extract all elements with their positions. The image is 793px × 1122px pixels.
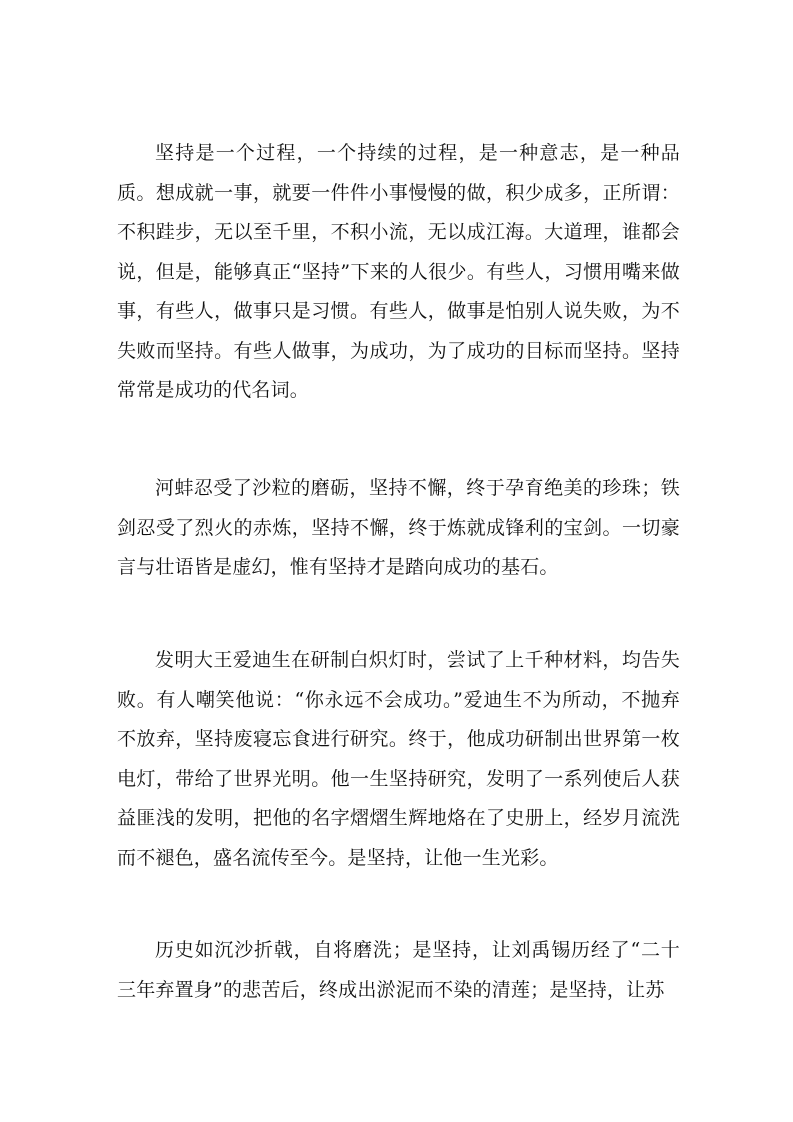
paragraph-4: 历史如沉沙折戟，自将磨洗；是坚持，让刘禹锡历经了“二十三年弃置身”的悲苦后，终成出淤泥而不染的清莲；是坚持，让苏 bbox=[117, 939, 680, 1001]
paragraph-1: 坚持是一个过程，一个持续的过程，是一种意志，是一种品质。想成就一事，就要一件件小事慢慢的做，积少成多，正所谓：不积跬步，无以至千里，不积小流，无以成江海。大道理，谁都会说，但是，能够真正“坚持”下来的人很少。有些人，习惯用嘴来做事，有些人，做事只是习惯。有些人，做事是怕别人说失败，为不失败而坚持。有些人做事，为成功，为了成功的目标而坚持。坚持常常是成功的代名词。 bbox=[117, 142, 680, 401]
paragraph-3: 发明大王爱迪生在研制白炽灯时，尝试了上千种材料，均告失败。有人嘲笑他说：“你永远不会成功。”爱迪生不为所动，不抛弃不放弃，坚持废寝忘食进行研究。终于，他成功研制出世界第一枚电灯，带给了世界光明。他一生坚持研究，发明了一系列使后人获益匪浅的发明，把他的名字熠熠生辉地烙在了史册上，经岁月流洗而不褪色，盛名流传至今。是坚持，让他一生光彩。 bbox=[117, 649, 680, 869]
paragraph-2: 河蚌忍受了沙粒的磨砺，坚持不懈，终于孕育绝美的珍珠；铁剑忍受了烈火的赤炼，坚持不懈，终于炼就成锋利的宝剑。一切豪言与壮语皆是虚幻，惟有坚持才是踏向成功的基石。 bbox=[117, 477, 680, 578]
